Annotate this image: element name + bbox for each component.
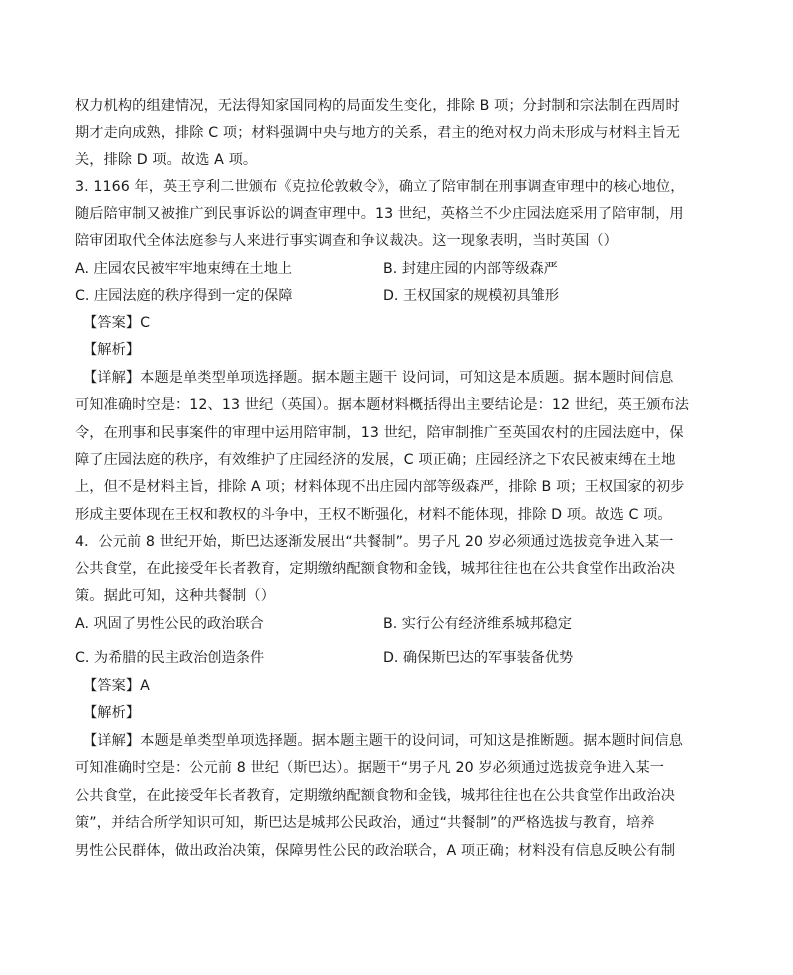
q3-analysis-label: 【解析】 bbox=[83, 342, 141, 358]
q4-option-d: D. 确保斯巴达的军事装备优势 bbox=[383, 650, 574, 666]
q3-detail-line: 形成主要体现在王权和教权的斗争中，王权不断强化，材料不能体现，排除 D 项。故选 C 项。 bbox=[75, 507, 672, 523]
q3-detail-line: 【详解】本题是单类型单项选择题。据本题主题干 设问词，可知这是本质题。据本题时间信息 bbox=[83, 370, 674, 386]
q3-option-b: B. 封建庄园的内部等级森严 bbox=[383, 261, 558, 277]
q4-detail-line: 公共食堂，在此接受年长者教育，定期缴纳配额食物和金钱，城邦往往也在公共食堂作出政治决 bbox=[75, 788, 676, 804]
q3-option-a: A. 庄园农民被牢牢地束缚在土地上 bbox=[75, 261, 293, 277]
q4-analysis-label: 【解析】 bbox=[83, 705, 141, 721]
question-3-stem: 陪审团取代全体法庭参与人来进行事实调查和争议裁决。这一现象表明，当时英国（） bbox=[75, 233, 618, 249]
q3-detail-line: 障了庄园法庭的秩序，有效维护了庄园经济的发展，C 项正确；庄园经济之下农民被束缚在土地 bbox=[75, 452, 676, 468]
q4-detail-line: 策”，并结合所学知识可知，斯巴达是城邦公民政治，通过“共餐制”的严格选拔与教育，培养 bbox=[75, 815, 655, 831]
q3-answer: 【答案】C bbox=[83, 315, 151, 331]
q3-option-d: D. 王权国家的规模初具雏形 bbox=[383, 288, 560, 304]
text-line: 权力机构的组建情况，无法得知家国同构的局面发生变化，排除 B 项；分封制和宗法制在西周时 bbox=[75, 98, 680, 114]
q4-option-a: A. 巩固了男性公民的政治联合 bbox=[75, 616, 264, 632]
q3-detail-line: 上，但不是材料主旨，排除 A 项；材料体现不出庄园内部等级森严，排除 B 项；王权国家的初步 bbox=[75, 479, 685, 495]
q3-detail-line: 令，在刑事和民事案件的审理中运用陪审制，13 世纪，陪审制推广至英国农村的庄园法庭中，保 bbox=[75, 425, 684, 441]
q4-option-b: B. 实行公有经济维系城邦稳定 bbox=[383, 616, 573, 632]
q4-detail-line: 【详解】本题是单类型单项选择题。据本题主题干的设问词，可知这是推断题。据本题时间信息 bbox=[83, 733, 684, 749]
q4-option-c: C. 为希腊的民主政治创造条件 bbox=[75, 650, 265, 666]
q3-detail-line: 可知准确时空是：12、13 世纪（英国）。据本题材料概括得出主要结论是：12 世纪，英王颁布法 bbox=[75, 397, 690, 413]
question-3-stem: 3. 1166 年，英王亨利二世颁布《克拉伦敦敕令》，确立了陪审制在刑事调查审理中的核心地位， bbox=[75, 179, 685, 195]
question-4-stem: 4．公元前 8 世纪开始，斯巴达逐渐发展出“共餐制”。男子凡 20 岁必须通过选拔竞争进入某一 bbox=[75, 534, 674, 550]
q4-detail-line: 男性公民群体，做出政治决策，保障男性公民的政治联合，A 项正确；材料没有信息反映公有制 bbox=[75, 843, 676, 859]
text-line: 期才走向成熟，排除 C 项；材料强调中央与地方的关系，君主的绝对权力尚未形成与材料主旨无 bbox=[75, 125, 681, 141]
q4-answer: 【答案】A bbox=[83, 678, 150, 694]
question-4-stem: 策。据此可知，这种共餐制（） bbox=[75, 588, 276, 604]
question-3-stem: 随后陪审制又被推广到民事诉讼的调查审理中。13 世纪，英格兰不少庄园法庭采用了陪审制，用 bbox=[75, 206, 684, 222]
text-line: 关，排除 D 项。故选 A 项。 bbox=[75, 152, 258, 168]
question-4-stem: 公共食堂，在此接受年长者教育，定期缴纳配额食物和金钱，城邦往往也在公共食堂作出政治决 bbox=[75, 561, 676, 577]
q3-option-c: C. 庄园法庭的秩序得到一定的保障 bbox=[75, 288, 293, 304]
q4-detail-line: 可知准确时空是：公元前 8 世纪（斯巴达）。据题干“男子凡 20 岁必须通过选拔竞争进入某一 bbox=[75, 760, 665, 776]
